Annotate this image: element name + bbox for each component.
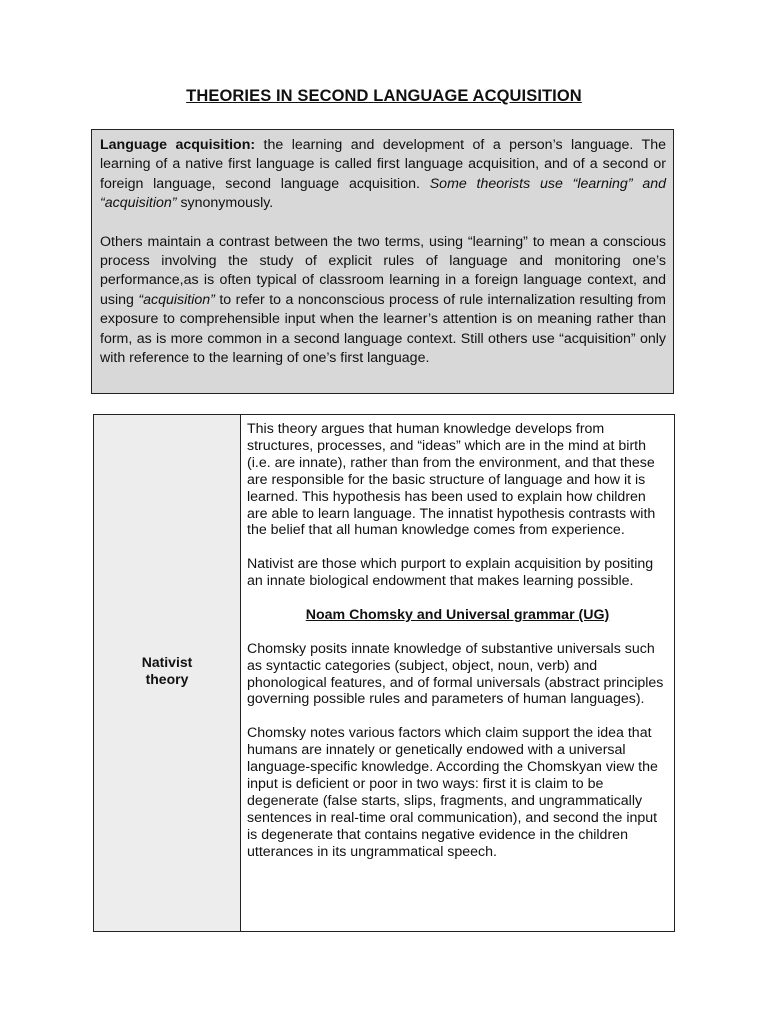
theory-label-line-2: theory: [145, 671, 189, 687]
theory-paragraph-1: This theory argues that human knowledge develops from structures, processes, and “ideas” which are in the mind at birth (i.e. are innate), rather than from the environment, and that these are responsible for the basic structure of language and how it is learned. This hypothesis has been used to explain how children are able to learn language. The innatist hypothesis contrasts with the belief that all human knowledge comes from experience.: [247, 421, 656, 539]
theory-paragraph-3: Chomsky posits innate knowledge of substantive universals such as syntactic categories (subject, object, noun, verb) and phonological features, and of formal universals (abstract principles governing possible rules and parameters of human languages).: [247, 640, 664, 708]
theory-content-cell: [241, 415, 674, 931]
definition-paragraph-1: [100, 136, 666, 214]
theory-paragraph-4: Chomsky notes various factors which claim support the idea that humans are innately or genetically endowed with a universal language-specific knowledge. According the Chomskyan view the input is deficient or poor in two ways: first it is claim to be degenerate (false starts, slips, fragments, and ungrammatically sentences in real-time oral communication), and second the input is degenerate that contains negative evidence in the children utterances in its ungrammatical speech.: [247, 725, 658, 860]
theory-paragraph-2: Nativist are those which purport to explain acquisition by positing an innate biological endowment that makes learning possible.: [247, 556, 654, 590]
definition-end: synonymously.: [176, 195, 274, 212]
definition-term: Language acquisition:: [100, 137, 256, 153]
theory-subheading: Noam Chomsky and Universal grammar (UG): [305, 606, 610, 623]
definition-box: [91, 129, 674, 394]
definition-paragraph-2: [100, 233, 666, 369]
definition-p2-italic: “acquisition”: [138, 291, 215, 308]
definition-text: the learning and development of a person’s language. The learning of a native first language is called first language acquisition, and of a second or foreign language, second language acquisition.: [100, 137, 667, 192]
theory-table: [93, 414, 675, 932]
page-title: THEORIES IN SECOND LANGUAGE ACQUISITION: [186, 87, 582, 105]
theory-label-line-1: Nativist: [141, 654, 193, 670]
definition-italic: Some theorists use “learning” and “acquisition”: [100, 175, 666, 212]
theory-label: [142, 654, 193, 688]
definition-p2-end: to refer to a nonconscious process of rule internalization resulting from exposure to comprehensible input when the learner’s attention is on meaning rather than form, as is more common in a second language context. Still others use “acquisition” only with reference to the learning of one’s first language.: [100, 291, 667, 367]
theory-label-cell: [94, 415, 241, 931]
definition-p2-start: Others maintain a contrast between the two terms, using “learning” to mean a conscious process involving the study of explicit rules of language and monitoring one’s performance,as is often typical of classroom learning in a foreign language context, and using: [100, 233, 666, 308]
